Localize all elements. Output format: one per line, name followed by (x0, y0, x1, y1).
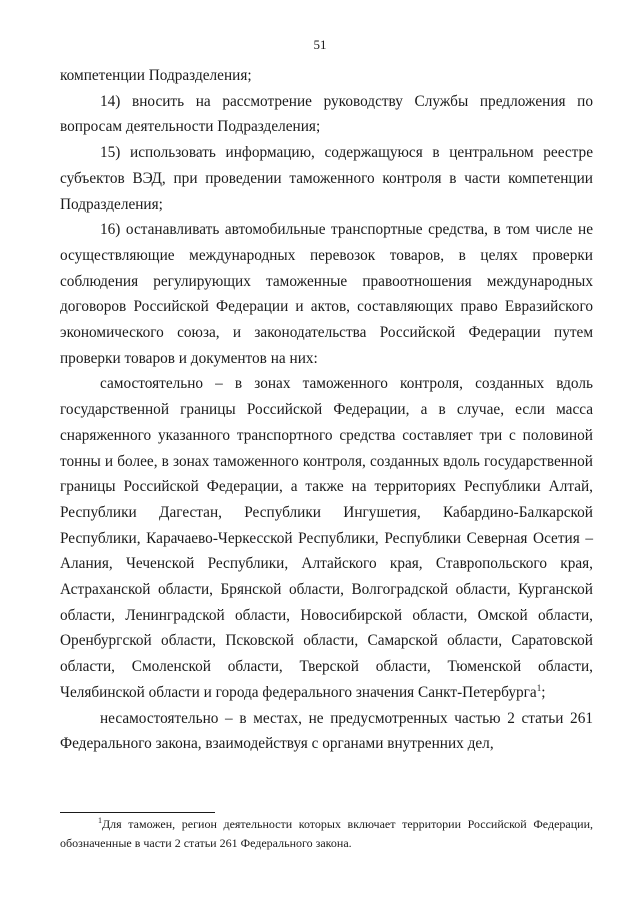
footnote-divider (60, 812, 215, 813)
footnote-reference: 1 (536, 682, 542, 693)
footnote-marker: 1 (98, 816, 102, 825)
paragraph-tail: ; (541, 683, 546, 701)
paragraph: 15) использовать информацию, содержащуюся в центральном реестре субъектов ВЭД, при проведении таможенного контроля в части компетенции Подразделения; (60, 144, 593, 213)
footnote-text: Для таможен, регион деятельности которых включает территории Российской Федерации, обозначенные в части 2 статьи 261 Федерального закона. (60, 817, 593, 850)
paragraph-with-footnote (60, 371, 593, 705)
paragraph: компетенции Подразделения; (60, 67, 252, 84)
page-number: 51 (313, 37, 327, 52)
paragraph-text: самостоятельно – в зонах таможенного контроля, созданных вдоль государственной границы Российской Федерации, а в случае, если масса снаряженного указанного транспортного средства составляет три с половиной тонны и более, в зонах таможенного контроля, созданных вдоль государственной границы Российской Федерации, а также на территориях Республики Алтай, Республики Дагестан, Республики Ингушетия, Кабардино-Балкарской Республики, Карачаево-Черкесской Республики, Республики Северная Осетия – Алания, Чеченской Республики, Алтайского края, Ставропольского края, Астраханской области, Брянской области, Волгоградской области, Курганской области, Ленинградской области, Новосибирской области, Омской области, Оренбургской области, Псковской области, Самарской области, Саратовской области, Смоленской области, Тверской области, Тюменской области, Челябинской области и города федерального значения Санкт-Петербурга (60, 375, 593, 701)
footnote (60, 815, 593, 853)
paragraph: 16) останавливать автомобильные транспортные средства, в том числе не осуществляющие международных перевозок товаров, в целях проверки соблюдения регулирующих таможенные правоотношения международных договоров Российской Федерации и актов, составляющих право Евразийского экономического союза, и законодательства Российской Федерации путем проверки товаров и документов на них: (60, 221, 593, 367)
body-text (60, 63, 593, 757)
paragraph: 14) вносить на рассмотрение руководству Службы предложения по вопросам деятельности Подразделения; (60, 92, 593, 136)
paragraph: несамостоятельно – в местах, не предусмотренных частью 2 статьи 261 Федерального закона, взаимодействуя с органами внутренних дел, (60, 709, 593, 753)
